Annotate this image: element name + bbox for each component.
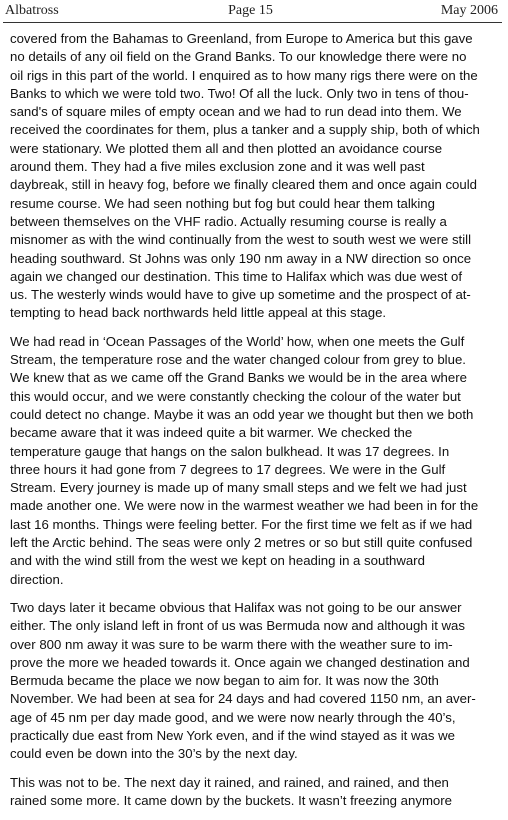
text-line: no details of any oil field on the Grand Banks. To our knowledge there were no xyxy=(10,49,467,65)
text-line: Stream, the temperature rose and the water changed colour from grey to blue. xyxy=(10,352,466,368)
text-line: between themselves on the VHF radio. Actually resuming course is really a xyxy=(10,213,447,229)
text-line: this would occur, and we were constantly checking the colour of the water but xyxy=(10,388,461,404)
text-line: practically due east from New York even, and if the wind stayed as it was we xyxy=(10,727,455,743)
text-line: Banks to which we were told two. Two! Of all the luck. Only two in tens of thou- xyxy=(10,85,469,101)
text-line: We knew that as we came off the Grand Banks we would be in the area where xyxy=(10,370,467,386)
text-line: prove the more we headed towards it. Once again we changed destination and xyxy=(10,654,470,670)
text-line: covered from the Bahamas to Greenland, from Europe to America but this gave xyxy=(10,31,473,46)
text-line: Two days later it became obvious that Halifax was not going to be our answer xyxy=(10,599,462,615)
text-line: age of 45 nm per day made good, and we were now nearly through the 40’s, xyxy=(10,709,456,725)
text-line: last 16 months. Things were feeling better. For the first time we felt as if we had xyxy=(10,516,473,532)
text-line: and with the wind still from the west we kept on heading in a southward xyxy=(10,553,425,569)
text-line: direction. xyxy=(10,571,64,587)
text-line: could detect no change. Maybe it was an odd year we thought but then we both xyxy=(10,406,474,422)
text-line: daybreak, still in heavy fog, before we finally cleared them and once again could xyxy=(10,177,477,193)
text-line: oil rigs in this part of the world. I enquired as to how many rigs there were on the xyxy=(10,67,478,83)
text-line: tempting to head back northwards held little appeal at this stage. xyxy=(10,305,387,321)
header-rule xyxy=(3,22,502,23)
text-line: us. The westerly winds would have to give up sometime and the prospect of at- xyxy=(10,287,471,303)
text-line: became aware that it was indeed quite a bit warmer. We checked the xyxy=(10,425,413,441)
text-line: This was not to be. The next day it rained, and rained, and rained, and then xyxy=(10,774,449,790)
text-line: could even be down into the 30’s by the next day. xyxy=(10,746,298,762)
text-line: rained some more. It came down by the buckets. It wasn’t freezing anymore xyxy=(10,792,452,808)
paragraph xyxy=(10,30,498,323)
text-line: three hours it had gone from 7 degrees to 17 degrees. We were in the Gulf xyxy=(10,461,446,477)
paragraph xyxy=(10,774,498,811)
text-line: Stream. Every journey is made up of many small steps and we felt we had just xyxy=(10,480,467,496)
text-line: made another one. We were now in the warmest weather we had been in for the xyxy=(10,498,479,514)
text-line: again we changed our destination. This time to Halifax which was due west of xyxy=(10,268,463,284)
text-line: We had read in ‘Ocean Passages of the World’ how, when one meets the Gulf xyxy=(10,333,465,349)
page-number: Page 15 xyxy=(228,3,273,18)
text-line: over 800 nm away it was sure to be warm there with the weather sure to im- xyxy=(10,636,453,652)
publication-title: Albatross xyxy=(5,3,59,18)
text-line: misnomer as with the wind continually from the west to south west we were still xyxy=(10,232,472,248)
page-header xyxy=(3,0,498,24)
text-line: were stationary. We plotted them all and then plotted an avoidance course xyxy=(10,140,443,156)
text-line: resume course. We had seen nothing but fog but could hear them talking xyxy=(10,195,435,211)
text-line: Bermuda became the place we now began to aim for. It was now the 30th xyxy=(10,673,439,689)
text-line: received the coordinates for them, plus a tanker and a supply ship, both of which xyxy=(10,122,480,138)
article-body xyxy=(10,30,498,820)
text-line: heading southward. St Johns was only 190 nm away in a NW direction so once xyxy=(10,250,472,266)
issue-date: May 2006 xyxy=(440,3,498,18)
text-line: either. The only island left in front of us was Bermuda now and although it was xyxy=(10,618,465,634)
text-line: temperature gauge that hangs on the salon bulkhead. It was 17 degrees. In xyxy=(10,443,450,459)
text-line: sand's of square miles of empty ocean and we had to run dead into them. We xyxy=(10,104,462,120)
paragraph xyxy=(10,333,498,589)
text-line: left the Arctic behind. The seas were only 2 metres or so but still quite confused xyxy=(10,535,473,551)
paragraph xyxy=(10,599,498,764)
text-line: around them. They had a five miles exclusion zone and it was well past xyxy=(10,159,425,175)
text-line: November. We had been at sea for 24 days and had covered 1150 nm, an aver- xyxy=(10,691,476,707)
